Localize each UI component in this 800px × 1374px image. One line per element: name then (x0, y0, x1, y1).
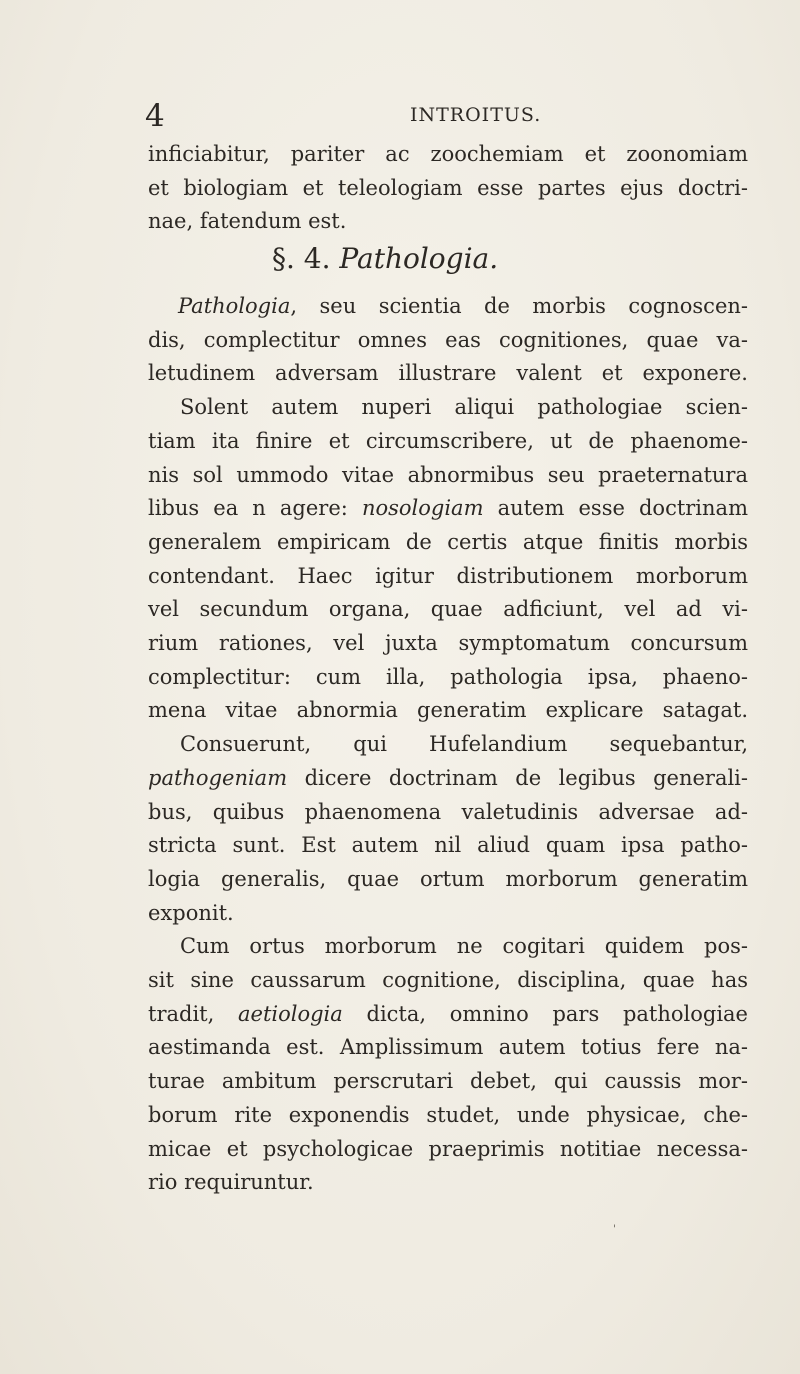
paragraph-2-line: nis sol ummodo vitae abnormibus seu praeternatura (148, 462, 748, 487)
stray-mark: ' (613, 1224, 616, 1235)
paragraph-4-line: tradit, aetiologia dicta, omnino pars pathologiae (148, 1001, 748, 1026)
paragraph-1-line: dis, complectitur omnes eas cognitiones, quae va- (148, 327, 748, 352)
paragraph-2-line: libus ea n agere: nosologiam autem esse doctrinam (148, 496, 748, 521)
paragraph-4-line: aestimanda est. Amplissimum autem totius fere na- (148, 1035, 748, 1060)
paragraph-2-line: vel secundum organa, quae adficiunt, vel ad vi- (148, 597, 748, 622)
term-nosologiam: nosologiam (361, 496, 484, 521)
paragraph-3-line: logia generalis, quae ortum morborum generatim (148, 866, 748, 891)
body-text (148, 290, 748, 1200)
text-line: nae, fatendum est. (148, 209, 347, 234)
paragraph-2-line: Solent autem nuperi aliqui pathologiae scien- (180, 395, 748, 420)
paragraph-4-line: rio requiruntur. (148, 1170, 314, 1195)
running-head: INTROITUS. (410, 104, 542, 126)
term-aetiologia: aetiologia (238, 1001, 343, 1026)
paragraph-4-line: turae ambitum perscrutari debet, qui caussis mor- (148, 1069, 748, 1094)
section-title: Pathologia. (339, 242, 499, 275)
section-heading (272, 242, 498, 276)
paragraph-1-line: Pathologia, seu scientia de morbis cognoscen- (178, 294, 748, 318)
paragraph-4-line: borum rite exponendis studet, unde physicae, che- (148, 1102, 748, 1127)
paragraph-2-line: complectitur: cum illa, pathologia ipsa, phaeno- (148, 664, 748, 689)
paragraph-2-line: contendant. Haec igitur distributionem morborum (148, 563, 748, 588)
paragraph-4-line: sit sine caussarum cognitione, disciplina, quae has (148, 968, 748, 993)
paragraph-3-line: exponit. (148, 900, 234, 925)
paragraph-2-line: generalem empiricam de certis atque finitis morbis (148, 529, 748, 554)
paragraph-2-line: mena vitae abnormia generatim explicare satagat. (148, 698, 748, 723)
paragraph-4-line: micae et psychologicae praeprimis notitiae necessa- (148, 1136, 748, 1161)
paragraph-3-line: stricta sunt. Est autem nil aliud quam ipsa patho- (148, 833, 748, 858)
paragraph-4-line: Cum ortus morborum ne cogitari quidem pos- (180, 934, 748, 959)
page-header (145, 98, 745, 138)
page-number: 4 (145, 98, 165, 134)
paragraph-3-line: pathogeniam dicere doctrinam de legibus generali- (148, 765, 748, 790)
term-pathologia: Pathologia (178, 294, 291, 318)
term-pathogeniam: pathogeniam (148, 765, 288, 790)
intro-text (148, 138, 748, 239)
section-number: §. 4. (272, 242, 331, 275)
paragraph-1-line: letudinem adversam illustrare valent et exponere. (148, 361, 748, 386)
paragraph-3-line: bus, quibus phaenomena valetudinis adversae ad- (148, 799, 748, 824)
paragraph-2-line: rium rationes, vel juxta symptomatum concursum (148, 631, 748, 656)
text-line: et biologiam et teleologiam esse partes ejus doctri- (148, 175, 748, 200)
text-line: inficiabitur, pariter ac zoochemiam et zoonomiam (148, 142, 748, 166)
paragraph-2-line: tiam ita finire et circumscribere, ut de phaenome- (148, 428, 748, 453)
paragraph-3-line: Consuerunt, qui Hufelandium sequebantur, (180, 732, 748, 757)
